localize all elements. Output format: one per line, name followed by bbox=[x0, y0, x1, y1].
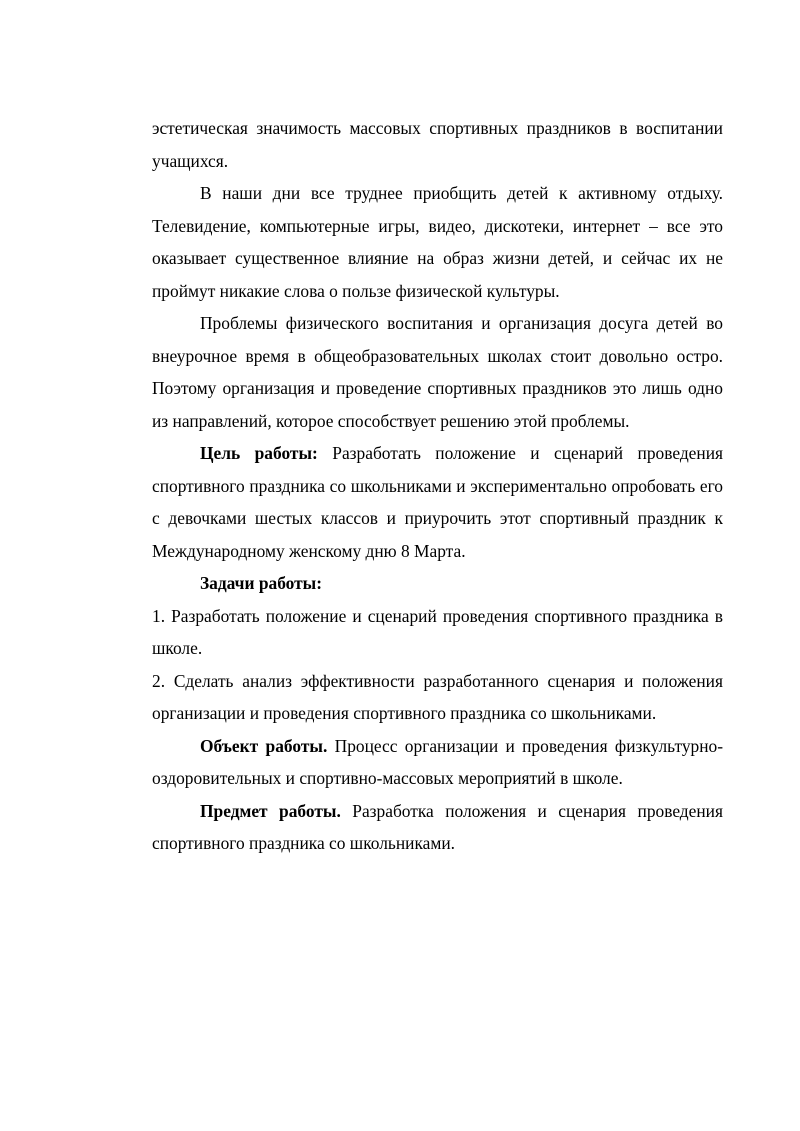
goal-text: Разработать положение и сценарий проведения спортивного праздника со школьниками и экспериментально опробовать его с девочками шестых классов и приурочить этот спортивный праздник к Международному женскому дню 8 Марта. bbox=[152, 443, 723, 561]
object-text: Процесс организации и проведения физкультурно-оздоровительных и спортивно-массовых мероприятий в школе. bbox=[152, 735, 724, 788]
object-label: Объект работы. bbox=[200, 735, 328, 756]
paragraph-active-leisure: В наши дни все труднее приобщить детей к активному отдыху. Телевидение, компьютерные игры, видео, дискотеки, интернет – все это оказывает существенное влияние на образ жизни детей, и сейчас их не проймут никакие слова о пользе физической культуры. bbox=[152, 183, 723, 301]
paragraph-subject bbox=[152, 795, 723, 860]
task-item-2: 2. Сделать анализ эффективности разработанного сценария и положения организации и проведения спортивного праздника со школьниками. bbox=[152, 670, 723, 723]
goal-label: Цель работы: bbox=[200, 443, 318, 463]
tasks-label: Задачи работы: bbox=[200, 573, 323, 593]
paragraph-problems: Проблемы физического воспитания и организация досуга детей во внеурочное время в общеобразовательных школах стоит довольно остро. Поэтому организация и проведение спортивных праздников это лишь одно из направлений, которое способствует решению этой проблемы. bbox=[152, 313, 723, 431]
paragraph-object bbox=[152, 730, 723, 795]
paragraph-goal bbox=[152, 437, 723, 567]
paragraph-intro-continuation: эстетическая значимость массовых спортивных праздников в воспитании учащихся. bbox=[152, 118, 723, 171]
subject-text: Разработка положения и сценария проведения спортивного праздника со школьниками. bbox=[152, 800, 723, 853]
subject-label: Предмет работы. bbox=[200, 800, 341, 821]
task-item-1: 1. Разработать положение и сценарий проведения спортивного праздника в школе. bbox=[152, 605, 723, 658]
tasks-heading bbox=[152, 567, 723, 600]
document-body bbox=[152, 112, 723, 860]
